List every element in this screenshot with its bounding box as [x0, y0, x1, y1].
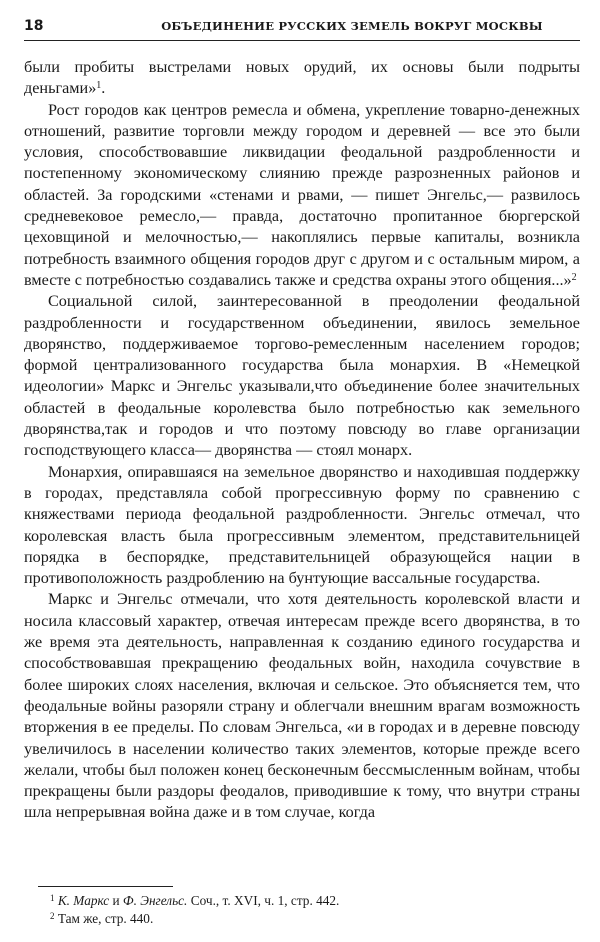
paragraph-text: были пробиты выстрелами новых орудий, их основы были подрыты деньгами» — [24, 58, 580, 98]
footnote-ref: 2 — [571, 271, 577, 283]
footnote-work: Соч., — [190, 893, 220, 908]
paragraph-continued: были пробиты выстрелами новых орудий, их основы были подрыты деньгами»$^1$. — [24, 58, 580, 98]
running-title: ОБЪЕДИНЕНИЕ РУССКИХ ЗЕМЕЛЬ ВОКРУГ МОСКВЫ — [161, 19, 543, 33]
footnote-mark: 1 — [50, 893, 55, 903]
paragraph — [24, 589, 580, 823]
page-header — [24, 14, 580, 41]
footnote — [24, 892, 580, 910]
footnote-citation: т. XVI, ч. 1, стр. 442. — [222, 893, 340, 908]
footnote-divider — [38, 886, 173, 887]
page-number: 18 — [24, 18, 44, 34]
paragraph-text: Социальной силой, заинтересованной в преодолении феодальной раздробленности и государственном объединении, явилось земельное дворянство, поддерживаемое торгово-ремесленным населением городов; формой централизованного государства была монархия. В «Немецкой идеологии» Маркс и Энгельс указывали,что объединение более значительных областей в феодальные королевства было потребностью как земельного дворянства,так и городов и что поэтому повсюду во главе организации господствующего класса— дворянства — стоял монарх. — [24, 292, 580, 460]
footnotes — [24, 892, 580, 928]
footnote-author: К. Маркс — [57, 893, 110, 908]
paragraph-text: Рост городов как центров ремесла и обмена, укрепление товарно-денежных отношений, развитие торговли между городом и деревней — все это были условия, способствовавшие ликвидации феодальной раздробленности и постепенному экономическому слиянию прежде разрозненных районов и областей. За городскими «стенами и рвами, — пишет Энгельс,— развилось средневековое ремесло,— правда, достаточно пропитанное бюргерской цеховщиной и мелочностью,— накоплялись первые капиталы, возникла потребность взаимного общения городов друг с другом и с остальным миром, а вместе с потребностью создавались также и средства охраны этого общения...» — [24, 100, 580, 289]
footnote-author: Ф. Энгельс. — [122, 893, 188, 908]
paragraph — [24, 291, 580, 461]
paragraph-text: Маркс и Энгельс отмечали, что хотя деятельность королевской власти и носила классовый характер, отвечая интересам прежде всего дворянства, в то же время эта деятельность, направленная к созданию единого государства и способствовавшая прекращению феодальных войн, находила сочувствие в более широких слоях населения, включая и сельское. Это объясняется тем, что феодальные войны разоряли страну и облегчали внешним врагам возможность вторжения в ее пределы. По словам Энгельса, «и в городах и в деревне повсюду увеличилось в населении количество таких элементов, которые прежде всего желали, чтобы был положен конец бесконечным бессмысленным войнам, чтобы прекращены были раздоры феодалов, приводившие к тому, что внутри страны шла непрерывная война даже и в том случае, когда — [24, 590, 580, 822]
footnote-citation: Там же, стр. 440. — [57, 911, 154, 926]
footnote-conjunction: и — [112, 893, 120, 908]
paragraph — [24, 100, 580, 292]
footnote-mark: 2 — [50, 911, 55, 921]
main-text — [24, 57, 580, 824]
footnote-ref: 1 — [96, 80, 102, 92]
footnote — [24, 910, 580, 928]
paragraph — [24, 462, 580, 590]
paragraph-text: Монархия, опиравшаяся на земельное дворянство и находившая поддержку в городах, представляла собой прогрессивную форму по сравнению с княжествами периода феодальной раздробленности. Энгельс отмечал, что королевская власть была прогрессивным элементом, представительницей порядка в беспорядке, представительницей образующейся нации в противоположность раздроблению на бунтующие вассальные государства. — [24, 462, 580, 588]
